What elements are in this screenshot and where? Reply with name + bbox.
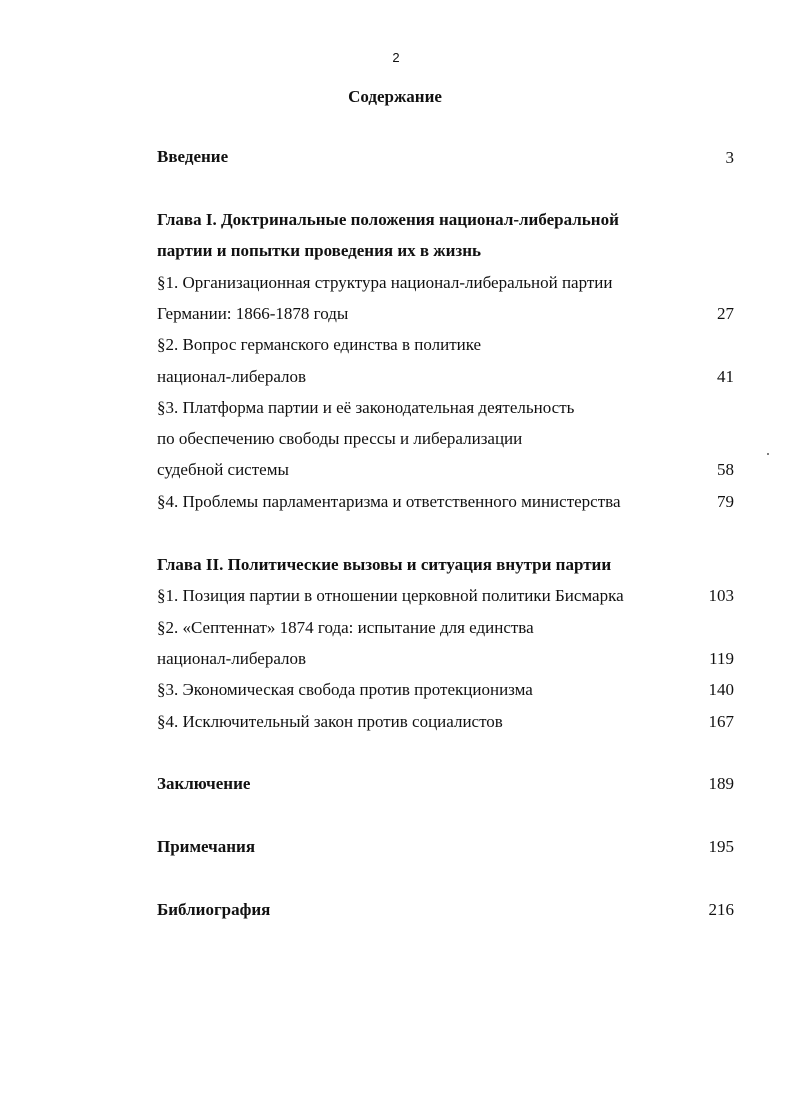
chapter1-heading-line1: Глава I. Доктринальные положения национал-либеральной: [157, 210, 619, 229]
chapter2-section4-line1: §4. Исключительный закон против социалистов: [157, 712, 503, 731]
chapter1-section3-line2: по обеспечению свободы прессы и либерализации: [157, 429, 523, 448]
toc-entry-bibliography-page: 216: [708, 900, 734, 919]
chapter1-section2-line1: §2. Вопрос германского единства в политике: [157, 335, 482, 354]
scan-speck: [767, 453, 769, 455]
chapter2-section4-page: 167: [708, 712, 734, 731]
toc-entry-intro-page: 3: [725, 148, 734, 167]
chapter1-section4-page: 79: [717, 492, 734, 511]
chapter1-section4-line1: §4. Проблемы парламентаризма и ответственного министерства: [157, 492, 621, 511]
toc-entry-conclusion-label: Заключение: [157, 774, 251, 793]
chapter1-section3-page: 58: [717, 460, 734, 479]
toc-entry-notes-label: Примечания: [157, 837, 256, 856]
toc-entry-conclusion-page: 189: [708, 774, 734, 793]
chapter1-section2-page: 41: [717, 367, 734, 386]
chapter2-section1-page: 103: [708, 586, 734, 605]
page-title: Содержание: [348, 87, 442, 106]
chapter1-section3-line3: судебной системы: [157, 460, 289, 479]
chapter1-section1-line2: Германии: 1866-1878 годы: [157, 304, 349, 323]
chapter2-section2-line1: §2. «Септеннат» 1874 года: испытание для единства: [157, 618, 534, 637]
chapter2-section3-page: 140: [708, 680, 734, 699]
chapter2-heading: Глава II. Политические вызовы и ситуация внутри партии: [157, 555, 612, 574]
chapter1-section3-line1: §3. Платформа партии и её законодательная деятельность: [157, 398, 575, 417]
page-number: 2: [392, 50, 400, 65]
chapter2-section3-line1: §3. Экономическая свобода против протекционизма: [157, 680, 533, 699]
chapter2-section1-line1: §1. Позиция партии в отношении церковной политики Бисмарка: [157, 586, 624, 605]
chapter1-section1-page: 27: [717, 304, 734, 323]
chapter1-section1-line1: §1. Организационная структура национал-либеральной партии: [157, 273, 613, 292]
toc-entry-bibliography-label: Библиография: [157, 900, 271, 919]
toc-entry-intro-label: Введение: [157, 147, 229, 166]
chapter1-section2-line2: национал-либералов: [157, 367, 307, 386]
chapter1-heading-line2: партии и попытки проведения их в жизнь: [157, 241, 482, 260]
chapter2-section2-page: 119: [709, 649, 734, 668]
chapter2-section2-line2: национал-либералов: [157, 649, 307, 668]
toc-entry-notes-page: 195: [708, 837, 734, 856]
